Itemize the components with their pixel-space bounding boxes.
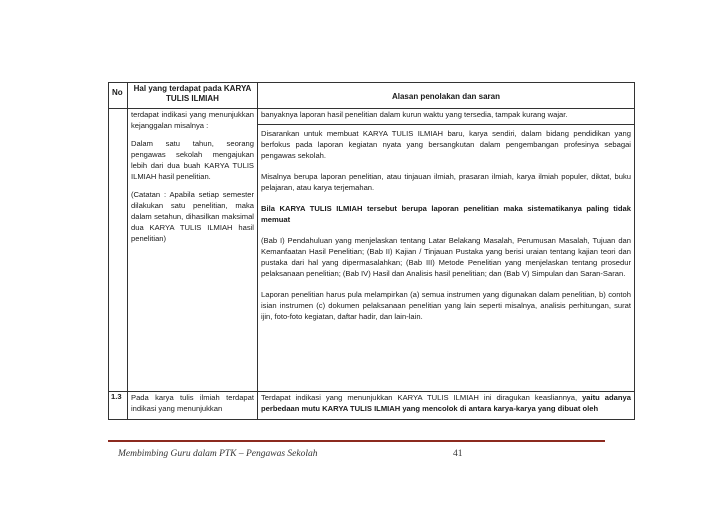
row-a-number [109,109,128,392]
row-b-number: 1.3 [109,392,128,420]
row-a-reason-p6: Laporan penelitian harus pula melampirkan (a) semua instrumen yang digunakan dalam penelitian, b) contoh isian instrumen (c) dokumen pelaksanaan penelitian yang lain seperti misalnya, analisis perhitungan, surat ijin, foto-foto kegiatan, daftar hadir, dan lain-lain. [261,290,631,321]
header-reason: Alasan penolakan dan saran [258,83,635,109]
header-item [128,83,258,109]
row-a-item [128,109,258,392]
row-b-reason [258,392,635,420]
row-a-reason-p1: banyaknya laporan hasil penelitian dalam kurun waktu yang tersedia, tampak kurang wajar. [261,110,568,119]
row-a-reason [258,109,635,392]
row-a-reason-p3: Misalnya berupa laporan penelitian, atau tinjauan ilmiah, prasaran ilmiah, karya ilmiah populer, diktat, buku pelajaran, atau karya terjemahan. [261,172,631,192]
rejection-table [108,82,635,420]
table-header-row [109,83,635,109]
row-a-item-p1: terdapat indikasi yang menunjukkan kejanggalan misalnya : [131,110,254,130]
table-row [109,109,635,392]
footer-title: Membimbing Guru dalam PTK – Pengawas Sekolah [118,449,318,459]
footer-rule [108,440,605,442]
header-item-line2: TULIS ILMIAH [166,94,219,103]
row-b-item: Pada karya tulis ilmiah terdapat indikasi yang menunjukkan [128,392,258,420]
row-a-reason-p4-bold: Bila KARYA TULIS ILMIAH tersebut berupa laporan penelitian maka sistematikanya paling tidak memuat [261,204,631,224]
header-item-line1: Hal yang terdapat pada KARYA [133,84,252,93]
header-no: No [109,83,128,109]
row-a-item-p3: (Catatan : Apabila setiap semester dilakukan satu penelitian, maka dalam setahun, dihasilkan maksimal dua KARYA TULIS ILMIAH hasil penelitian) [131,190,254,243]
page-number: 41 [453,449,463,459]
row-a-item-p2: Dalam satu tahun, seorang pengawas sekolah mengajukan lebih dari dua buah KARYA TULIS ILMIAH hasil penelitian. [131,139,254,181]
row-b-reason-plain: Terdapat indikasi yang menunjukkan KARYA TULIS ILMIAH ini diragukan keasliannya, [261,393,578,402]
table-row [109,392,635,420]
row-a-reason-p2: Disarankan untuk membuat KARYA TULIS ILMIAH baru, karya sendiri, dalam bidang pendidikan yang berfokus pada laporan kegiatan nyata yang bersangkutan dalam pengembangan profesinya sebagai pengawas sekolah. [261,129,631,160]
row-a-reason-p5: (Bab I) Pendahuluan yang menjelaskan tentang Latar Belakang Masalah, Perumusan Masalah, Tujuan dan Kemanfaatan Hasil Penelitian; (Bab II) Kajian / Tinjauan Pustaka yang berisi uraian tentang kajian teori dan pustaka dari hal yang dipermasalahkan; (Bab III) Metode Penelitian yang menjelaskan tentang prosedur pelaksanaan penelitian; (Bab IV) Hasil dan Analisis hasil penelitian; dan (Bab V) Simpulan dan Saran-Saran. [261,236,631,278]
inner-divider [258,124,634,125]
row-a-reason-p4 [261,203,631,225]
row-b-reason-bold: yaitu adanya perbedaan mutu KARYA TULIS ILMIAH yang mencolok di antara karya-karya yang dibuat oleh [261,393,631,413]
